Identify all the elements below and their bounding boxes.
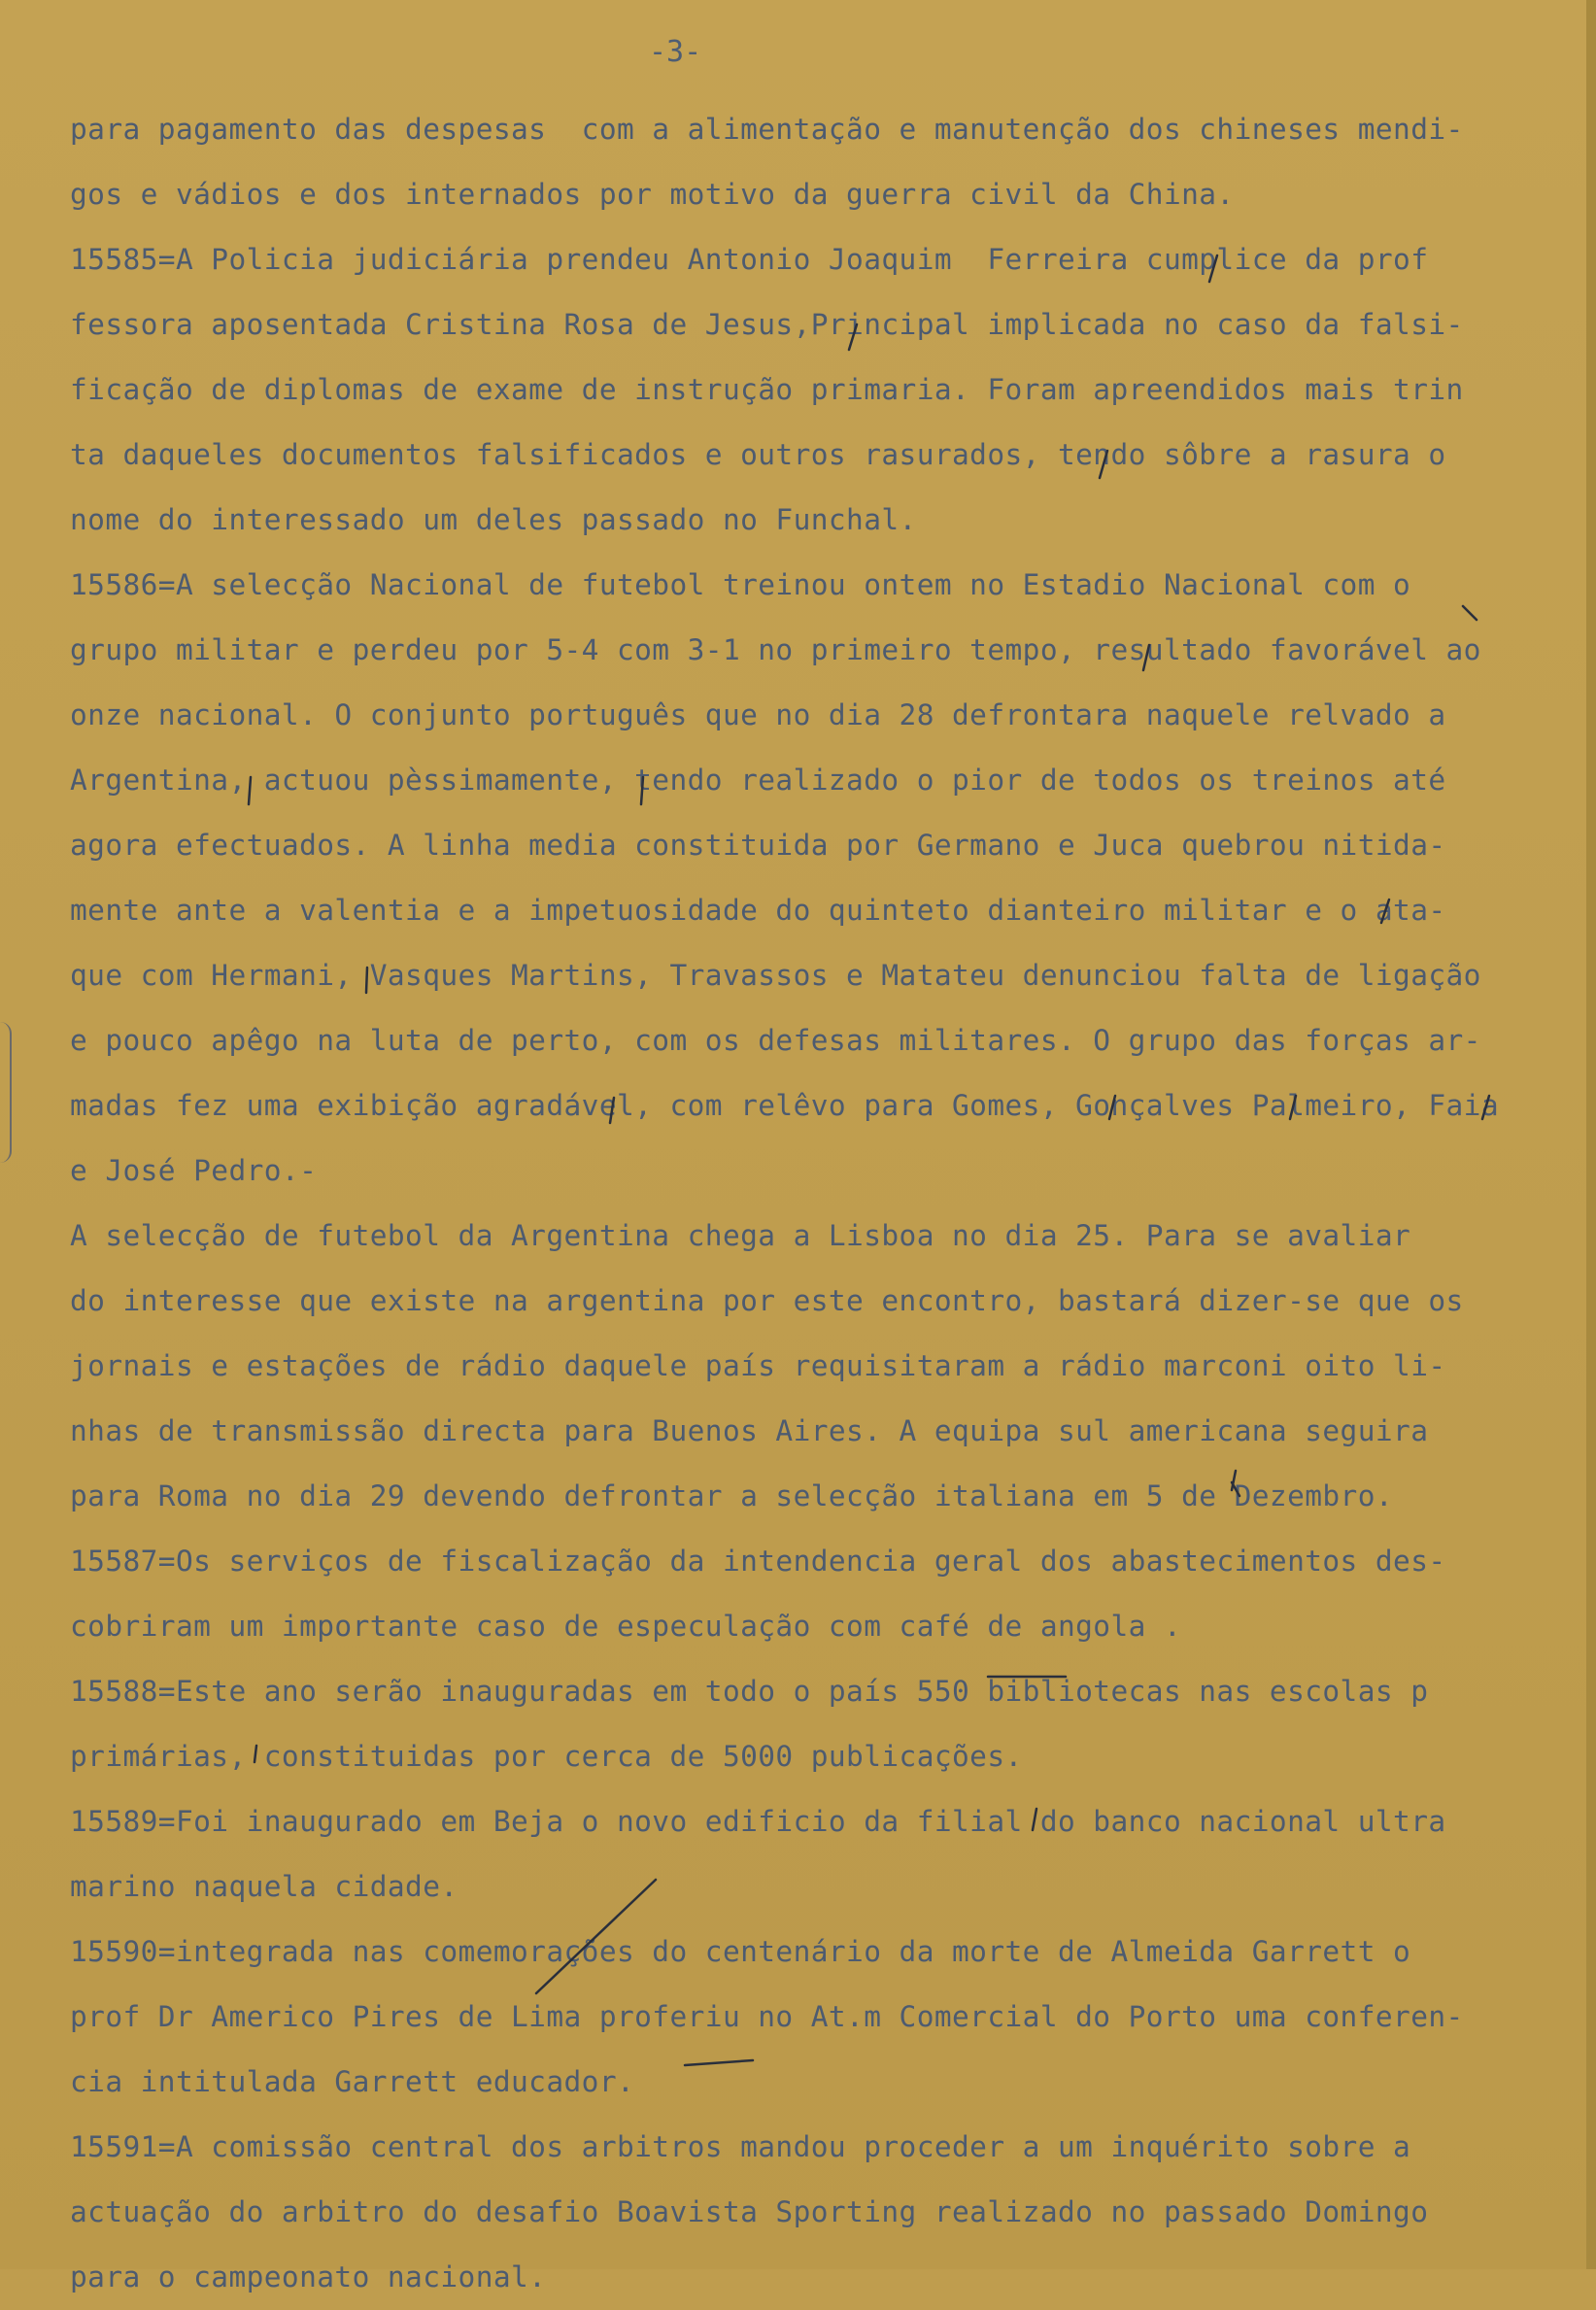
text-line: grupo militar e perdeu por 5-4 com 3-1 no primeiro tempo, resultado favorável ao: [70, 633, 1481, 666]
text-line: prof Dr Americo Pires de Lima proferiu no At.m Comercial do Porto uma conferen-: [70, 2000, 1464, 2033]
text-line: Argentina, actuou pèssimamente, tendo realizado o pior de todos os treinos até: [70, 764, 1446, 797]
text-line: para o campeonato nacional.: [70, 2260, 547, 2293]
text-line: para pagamento das despesas com a alimentação e manutenção dos chineses mendi-: [70, 113, 1464, 146]
text-line: ficação de diplomas de exame de instrução primaria. Foram apreendidos mais trin: [70, 373, 1464, 406]
pen-tick-mark: [1290, 1096, 1296, 1119]
pen-strike-line: [536, 1880, 656, 1993]
pen-tick-mark: [1463, 606, 1477, 620]
pen-tick-mark: [1143, 645, 1149, 670]
text-line: mente ante a valentia e a impetuosidade do quinteto dianteiro militar e o ata-: [70, 894, 1446, 927]
text-line: onze nacional. O conjunto português que no dia 28 defrontara naquele relvado a: [70, 698, 1446, 731]
pen-tick-mark: [1381, 900, 1389, 923]
pen-tick-mark: [849, 324, 857, 350]
pen-tick-mark: [641, 777, 643, 804]
text-line: actuação do arbitro do desafio Boavista Sporting realizado no passado Domingo: [70, 2195, 1429, 2228]
text-line: marino naquela cidade.: [70, 1870, 458, 1903]
text-line: gos e vádios e dos internados por motivo da guerra civil da China.: [70, 178, 1235, 211]
text-line: 15591=A comissão central dos arbitros mandou proceder a um inquérito sobre a: [70, 2130, 1411, 2163]
pen-tick-mark: [610, 1098, 614, 1123]
text-line: e pouco apêgo na luta de perto, com os defesas militares. O grupo das forças ar-: [70, 1024, 1481, 1057]
text-line: agora efectuados. A linha media constituida por Germano e Juca quebrou nitida-: [70, 829, 1446, 862]
pen-tick-mark: [1109, 1096, 1115, 1119]
text-line: e José Pedro.-: [70, 1154, 318, 1187]
text-line: 15588=Este ano serão inauguradas em todo o país 550 bibliotecas nas escolas p: [70, 1675, 1429, 1708]
text-line: madas fez uma exibição agradável, com relêvo para Gomes, Gonçalves Palmeiro, Faia: [70, 1089, 1499, 1122]
page-number: -3-: [649, 35, 702, 69]
text-line: nome do interessado um deles passado no Funchal.: [70, 503, 917, 536]
text-line: fessora aposentada Cristina Rosa de Jesus,Principal implicada no caso da falsi-: [70, 308, 1464, 341]
text-line: cia intitulada Garrett educador.: [70, 2065, 635, 2098]
text-line: 15590=integrada nas comemorações do centenário da morte de Almeida Garrett o: [70, 1935, 1411, 1968]
pen-tick-mark: [249, 777, 251, 804]
text-line: que com Hermani, Vasques Martins, Travassos e Matateu denunciou falta de ligação: [70, 959, 1481, 992]
text-line: 15585=A Policia judiciária prendeu Antonio Joaquim Ferreira cumplice da prof: [70, 243, 1429, 276]
text-line: para Roma no dia 29 devendo defrontar a selecção italiana em 5 de Dezembro.: [70, 1479, 1394, 1512]
pen-tick-mark: [1033, 1809, 1036, 1830]
text-line: do interesse que existe na argentina por este encontro, bastará dizer-se que os: [70, 1284, 1464, 1317]
pen-tick-mark: [1100, 451, 1107, 478]
text-line: nhas de transmissão directa para Buenos Aires. A equipa sul americana seguira: [70, 1414, 1429, 1447]
text-line: A selecção de futebol da Argentina chega a Lisboa no dia 25. Para se avaliar: [70, 1219, 1411, 1252]
pen-underline: [685, 2060, 753, 2065]
pen-tick-mark: [1482, 1096, 1489, 1119]
pen-tick-mark: [1209, 255, 1217, 282]
pen-tick-mark: [255, 1746, 256, 1762]
text-line: 15587=Os serviços de fiscalização da intendencia geral dos abastecimentos des-: [70, 1545, 1446, 1578]
text-line: 15586=A selecção Nacional de futebol treinou ontem no Estadio Nacional com o: [70, 568, 1411, 601]
text-line: primárias, constituidas por cerca de 5000 publicações.: [70, 1740, 1023, 1773]
text-line: ta daqueles documentos falsificados e outros rasurados, tendo sôbre a rasura o: [70, 438, 1446, 471]
pen-tick-mark: [366, 968, 367, 993]
text-line: 15589=Foi inaugurado em Beja o novo edificio da filial do banco nacional ultra: [70, 1805, 1446, 1838]
text-line: jornais e estações de rádio daquele país requisitaram a rádio marconi oito li-: [70, 1349, 1446, 1382]
text-line: cobriram um importante caso de especulação com café de angola .: [70, 1610, 1182, 1643]
